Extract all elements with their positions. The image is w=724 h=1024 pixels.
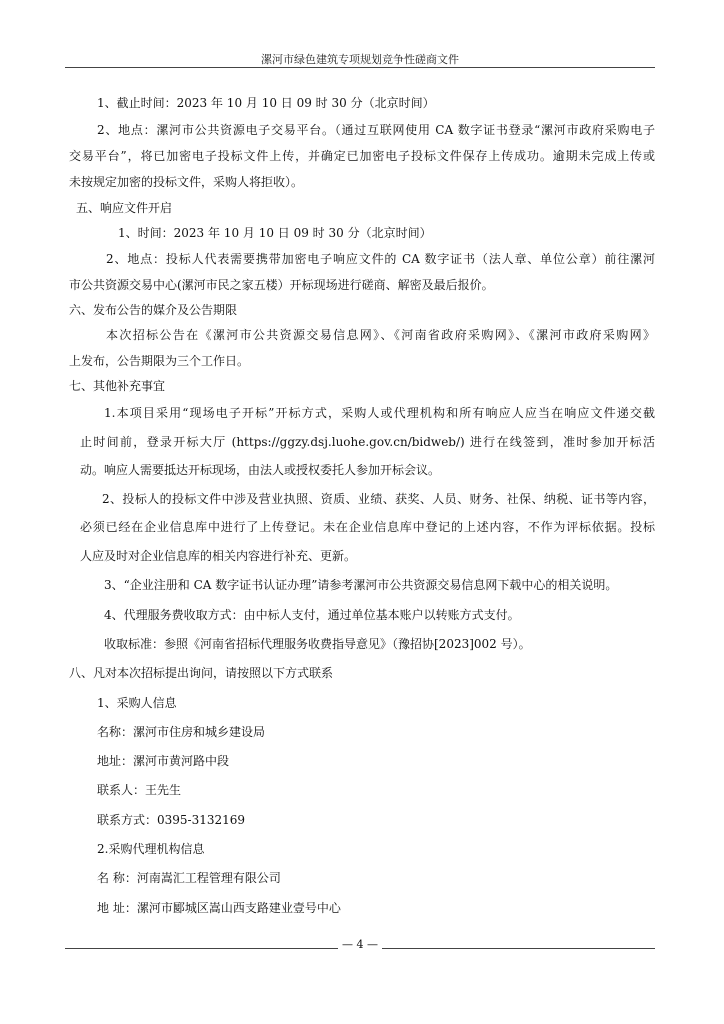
s7-item1-line1: 1.本项目采用“现场电子开标”开标方式，采购人或代理机构和所有响应人应当在响应文件递交截 <box>104 406 655 420</box>
item2-line1: 2、地点：漯河市公共资源电子交易平台。（通过互联网使用 CA 数字证书登录“漯河市政府采购电子 <box>97 123 655 137</box>
item2-line3: 未按规定加密的投标文件，采购人将拒收）。 <box>69 175 304 189</box>
s8-purchaser-name: 名称：漯河市住房和城乡建设局 <box>97 725 266 739</box>
s7-item2-line2: 必须已经在企业信息库中进行了上传登记。未在企业信息库中登记的上述内容，不作为评标依据。投标 <box>80 520 655 534</box>
s7-item1-line3: 动。响应人需要抵达开标现场，由法人或授权委托人参加开标会议。 <box>80 463 441 477</box>
page-number: — 4 — <box>338 938 382 951</box>
s8-agency-title: 2.采购代理机构信息 <box>97 842 205 856</box>
section6-title: 六、发布公告的媒介及公告期限 <box>69 303 238 317</box>
s8-purchaser-address: 地址：漯河市黄河路中段 <box>97 754 230 768</box>
section5-title: 五、响应文件开启 <box>76 201 173 215</box>
s7-item3: 3、“企业注册和 CA 数字证书认证办理”请参考漯河市公共资源交易信息网下载中心的相关说明。 <box>104 578 618 592</box>
page-number-container <box>65 938 655 951</box>
section8-title: 八、凡对本次招标提出询问，请按照以下方式联系 <box>69 666 334 680</box>
s5-place-line2: 市公共资源交易中心(漯河市民之家五楼）开标现场进行磋商、解密及最后报价。 <box>69 278 494 292</box>
s5-time: 1、时间：2023 年 10 月 10 日 09 时 30 分（北京时间） <box>118 226 432 240</box>
s7-item1-line2: 止时间前，登录开标大厅 (https://ggzy.dsj.luohe.gov.cn/bidweb/) 进行在线签到，准时参加开标活 <box>80 435 655 449</box>
s6-line1: 本次招标公告在《漯河市公共资源交易信息网》、《河南省政府采购网》、《漯河市政府采购网》 <box>106 328 655 342</box>
s8-agency-address: 地 址：漯河市郾城区嵩山西支路建业壹号中心 <box>97 901 341 915</box>
s7-fee-standard: 收取标准：参照《河南省招标代理服务收费指导意见》（豫招协[2023]002 号）。 <box>104 637 531 651</box>
section7-title: 七、其他补充事宜 <box>69 379 166 393</box>
s7-item4: 4、代理服务费收取方式：由中标人支付，通过单位基本账户以转账方式支付。 <box>104 608 520 622</box>
s8-agency-name: 名 称：河南嵩汇工程管理有限公司 <box>97 871 281 885</box>
item1-deadline: 1、截止时间：2023 年 10 月 10 日 09 时 30 分（北京时间） <box>97 96 435 110</box>
header-rule <box>65 67 655 68</box>
s7-item2-line3: 人应及时对企业信息库的相关内容进行补充、更新。 <box>80 549 357 563</box>
s6-line2: 上发布，公告期限为三个工作日。 <box>69 354 250 368</box>
s5-place-line1: 2、地点：投标人代表需要携带加密电子响应文件的 CA 数字证书（法人章、单位公章）前往漯河 <box>106 252 655 266</box>
s7-item2-line1: 2、投标人的投标文件中涉及营业执照、资质、业绩、获奖、人员、财务、社保、纳税、证书等内容， <box>102 492 655 506</box>
document-header: 漯河市绿色建筑专项规划竞争性磋商文件 <box>261 53 459 66</box>
s8-purchaser-title: 1、采购人信息 <box>97 696 177 710</box>
s8-purchaser-phone: 联系方式：0395-3132169 <box>97 813 246 827</box>
item2-line2: 交易平台”，将已加密电子投标文件上传，并确定已加密电子投标文件保存上传成功。逾期未完成上传或 <box>69 149 655 163</box>
s8-purchaser-contact: 联系人：王先生 <box>97 783 182 797</box>
